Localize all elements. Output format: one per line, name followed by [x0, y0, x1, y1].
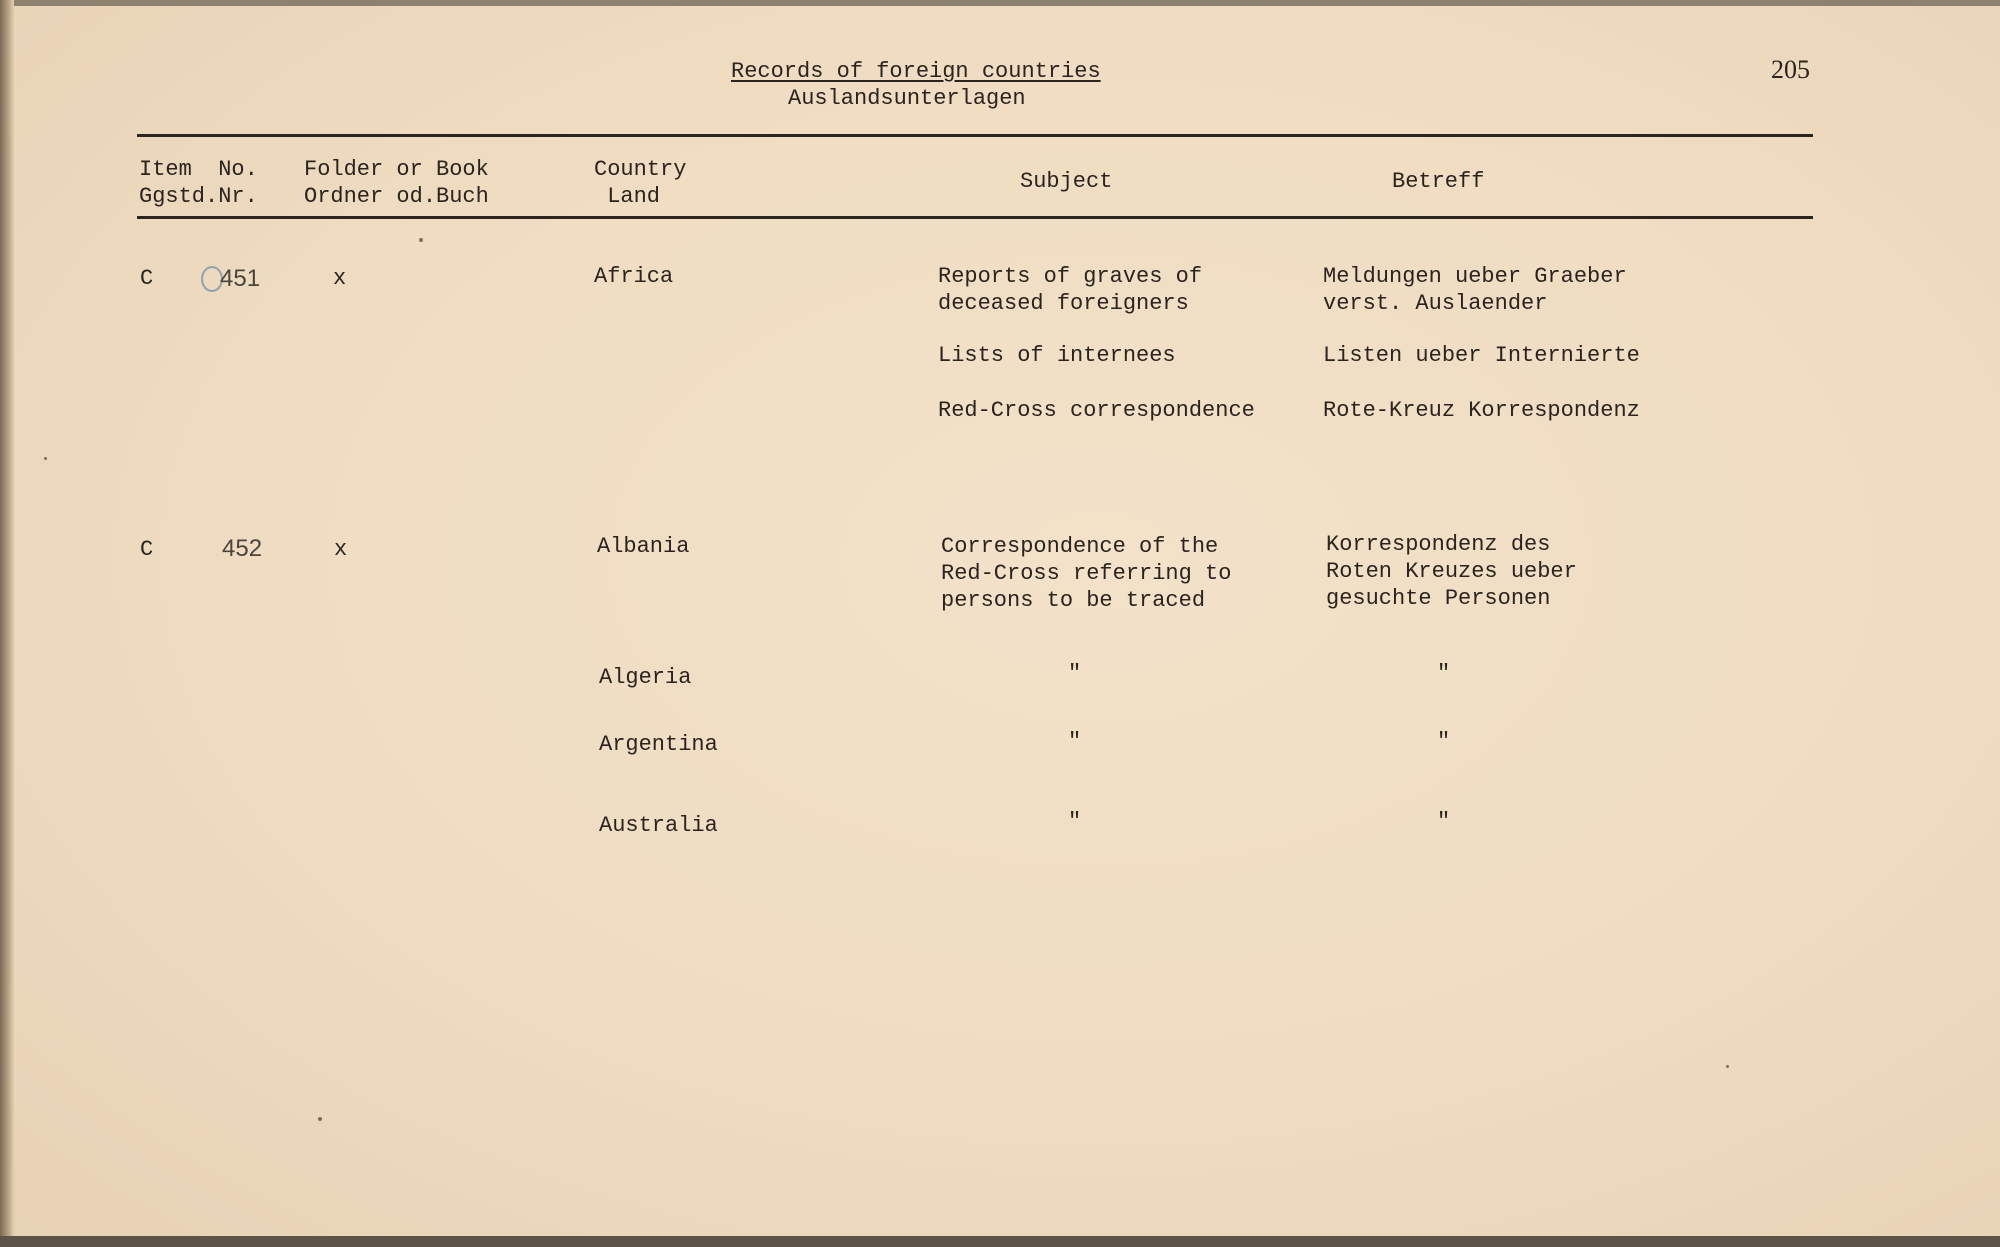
column-header-betreff: Betreff	[1392, 169, 1485, 194]
entry-australia-betreff-ditto: "	[1437, 809, 1451, 834]
entry-452-folder-mark: x	[334, 537, 348, 562]
entry-argentina-betreff-ditto: "	[1437, 729, 1451, 754]
entry-452-country: Albania	[597, 534, 690, 559]
column-header-subject: Subject	[1020, 169, 1113, 194]
column-header-country: Country Land	[594, 157, 687, 209]
header-bottom-rule	[137, 216, 1813, 219]
entry-451-betreff-3: Rote-Kreuz Korrespondenz	[1323, 398, 1640, 423]
entry-452-betreff: Korrespondenz des Roten Kreuzes ueber gesuchte Personen	[1326, 532, 1577, 611]
entry-451-subject-1: Reports of graves of deceased foreigners	[938, 264, 1203, 316]
page-binding-edge	[0, 0, 14, 1247]
page-title: Records of foreign countries	[731, 59, 1101, 84]
paper-speck	[1726, 1065, 1729, 1068]
column-header-folder: Folder or Book Ordner od.Buch	[304, 157, 489, 209]
entry-australia-subject-ditto: "	[1068, 809, 1082, 834]
entry-argentina-subject-ditto: "	[1068, 729, 1082, 754]
page-number: 205	[1771, 55, 1810, 84]
entry-451-betreff-1: Meldungen ueber Graeber verst. Auslaender	[1323, 264, 1627, 316]
entry-algeria-subject-ditto: "	[1068, 661, 1082, 686]
entry-argentina-country: Argentina	[599, 732, 718, 757]
entry-452-number: 452	[222, 535, 263, 562]
column-header-item-no: Item No. Ggstd.Nr.	[139, 157, 258, 209]
paper-speck	[419, 238, 423, 242]
paper-speck	[44, 457, 47, 460]
page-subtitle: Auslandsunterlagen	[788, 86, 1026, 111]
entry-algeria-betreff-ditto: "	[1437, 661, 1451, 686]
entry-451-subject-2: Lists of internees	[938, 343, 1176, 368]
entry-451-country: Africa	[594, 264, 674, 289]
entry-australia-country: Australia	[599, 813, 718, 838]
entry-451-folder-mark: x	[333, 266, 347, 291]
entry-451-betreff-2: Listen ueber Internierte	[1323, 343, 1640, 368]
entry-451-number: 451	[220, 265, 261, 292]
page-top-edge	[0, 0, 2000, 6]
header-top-rule	[137, 134, 1813, 137]
entry-451-item: C	[140, 266, 154, 291]
entry-452-subject: Correspondence of the Red-Cross referring to persons to be traced	[941, 534, 1232, 613]
page-bottom-edge	[0, 1236, 2000, 1247]
paper-speck	[318, 1117, 322, 1121]
entry-algeria-country: Algeria	[599, 665, 692, 690]
entry-452-item: C	[140, 537, 154, 562]
entry-451-subject-3: Red-Cross correspondence	[938, 398, 1255, 423]
